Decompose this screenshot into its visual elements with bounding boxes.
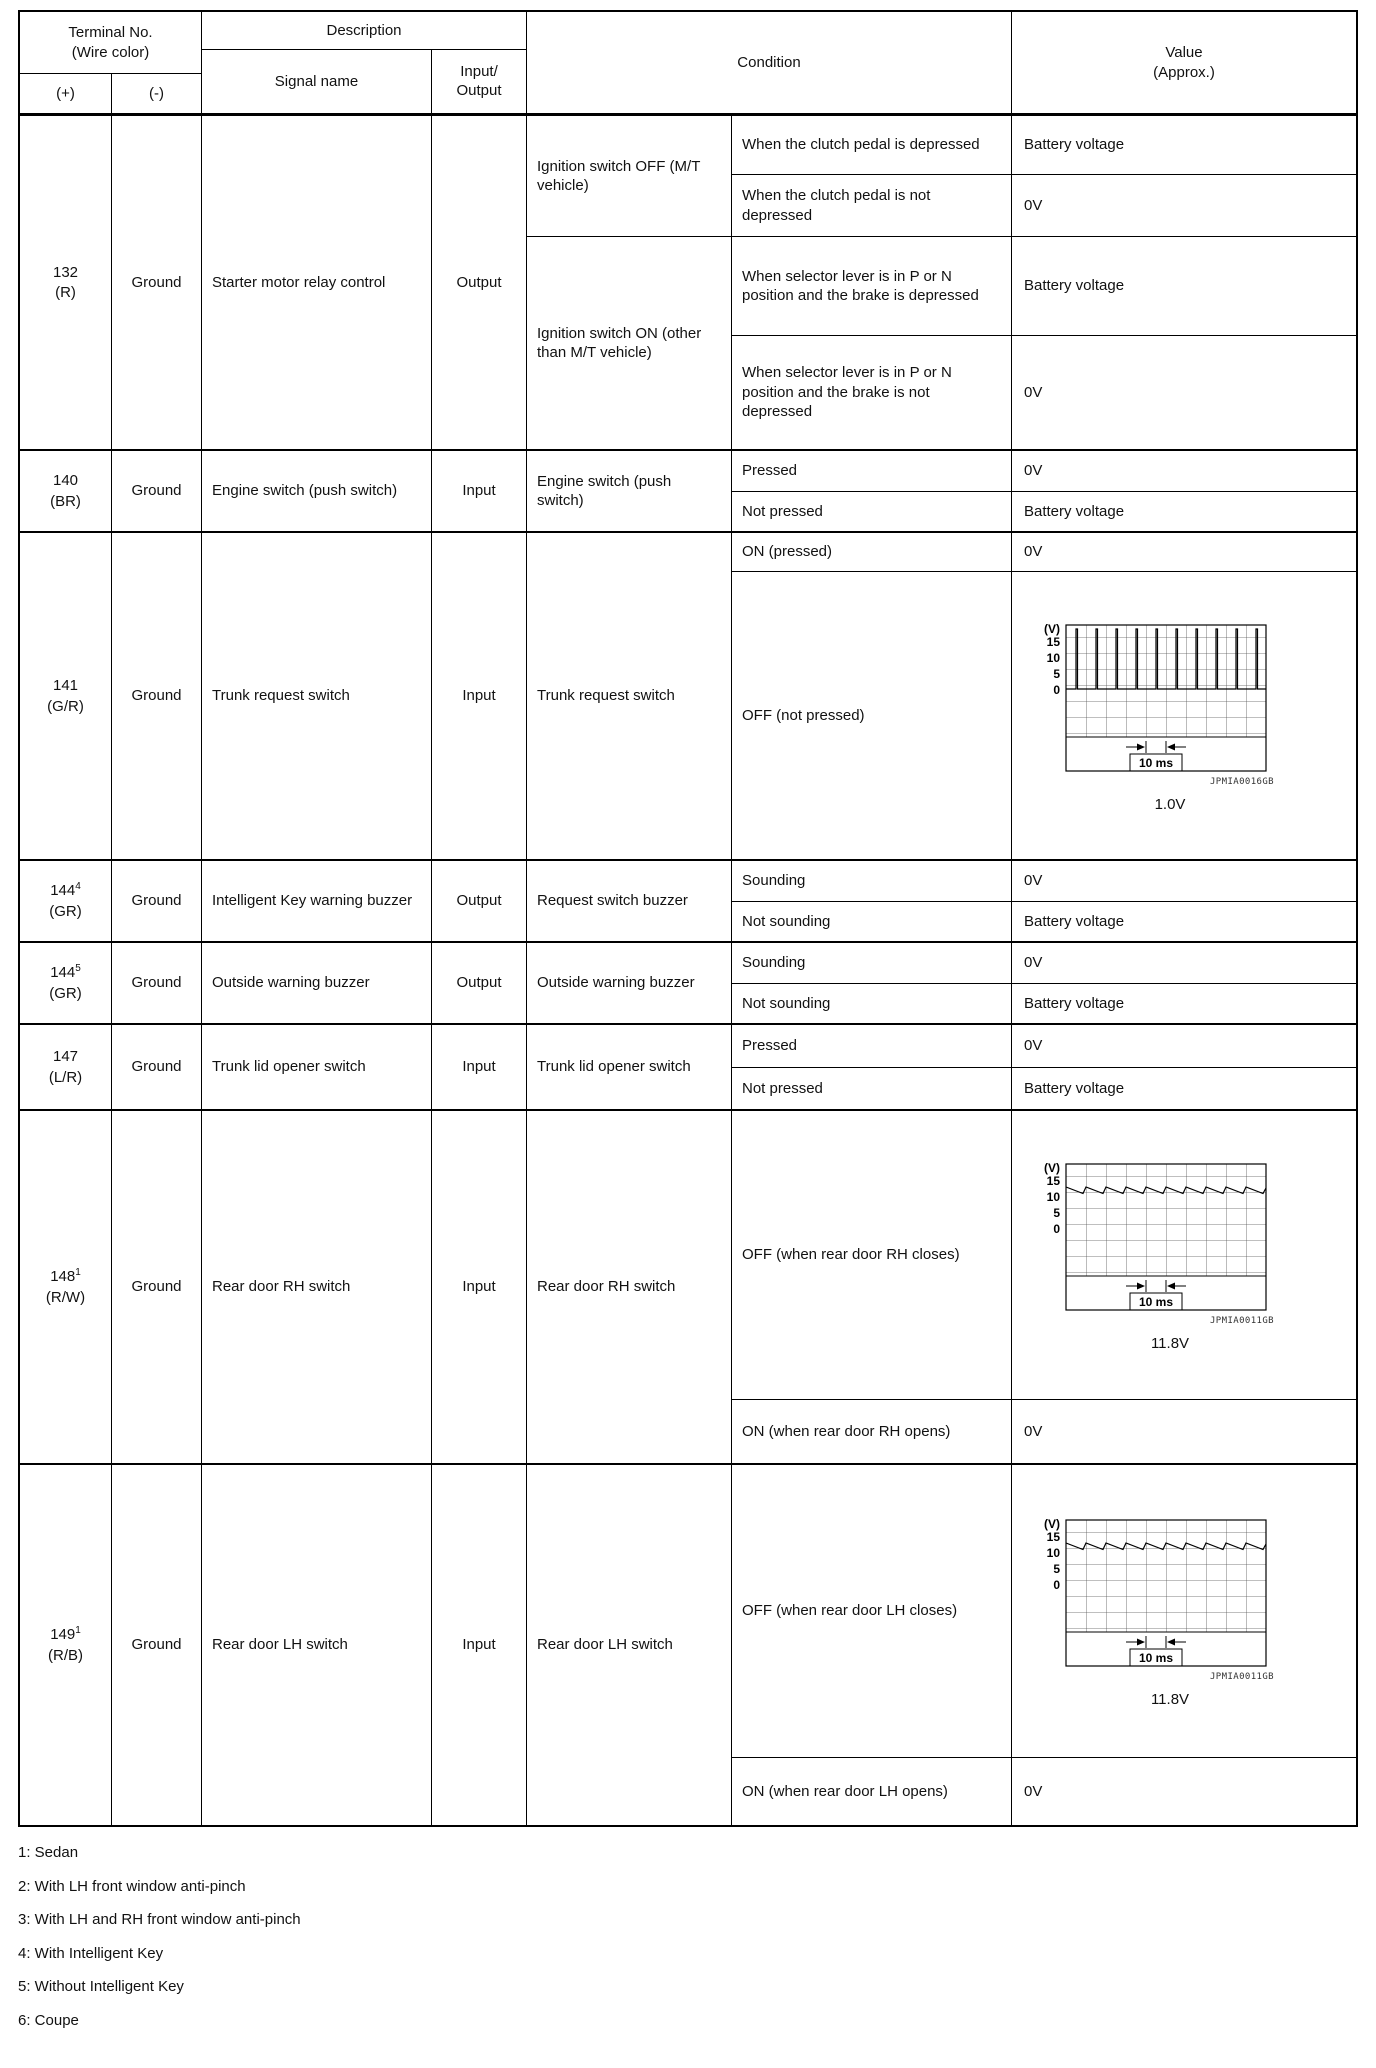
terminal-number: 144 <box>50 882 76 900</box>
oscilloscope-figure <box>1026 1160 1274 1353</box>
arrow-right-icon <box>1137 1639 1145 1646</box>
header-terminal-polarity <box>20 74 201 113</box>
input-output-cell: Input <box>432 1465 527 1825</box>
y-axis-tick: 0 <box>1053 1578 1060 1593</box>
value-cell: 0V <box>1024 872 1043 890</box>
terminal-number: 147 <box>52 1048 79 1066</box>
signal-name-cell: Outside warning buzzer <box>202 943 432 1023</box>
condition-cell: Not pressed <box>732 492 1012 531</box>
wire-color: (L/R) <box>48 1068 83 1086</box>
condition-group-label: Ignition switch OFF (M/T vehicle) <box>527 116 732 236</box>
condition-group <box>527 1465 1356 1825</box>
condition-group <box>527 533 1356 859</box>
condition-cell: Not pressed <box>732 1068 1012 1109</box>
value-cell: 0V <box>1024 462 1043 480</box>
wire-color: (GR) <box>49 984 82 1002</box>
header-condition: Condition <box>527 12 1012 113</box>
y-axis-tick: 5 <box>1053 1562 1060 1577</box>
time-scale-label: 10 ms <box>1138 755 1174 770</box>
header-terminal-line2: (Wire color) <box>71 43 150 61</box>
y-axis-tick: 15 <box>1046 1530 1060 1545</box>
condition-group-label: Rear door RH switch <box>527 1111 732 1463</box>
signal-name-cell: Starter motor relay control <box>202 116 432 449</box>
condition-cell: When the clutch pedal is depressed <box>732 116 1012 174</box>
footnote: 3: With LH and RH front window anti-pinch <box>18 1911 301 1928</box>
wire-color: (BR) <box>50 492 81 510</box>
condition-area <box>527 1465 1356 1825</box>
input-output-cell: Output <box>432 861 527 941</box>
condition-group-label: Trunk request switch <box>527 533 732 859</box>
value-cell: 0V <box>1024 196 1043 214</box>
terminal-cell <box>20 116 112 449</box>
terminal-footnote-sup: 5 <box>75 963 81 975</box>
waveform-chart-sawtooth <box>1026 1516 1274 1670</box>
header-signal-name: Signal name <box>202 50 432 113</box>
header-description: Description <box>202 12 526 50</box>
y-axis-tick: 5 <box>1053 1206 1060 1221</box>
condition-cell: ON (when rear door LH opens) <box>732 1758 1012 1825</box>
waveform-chart-pulse <box>1026 621 1274 775</box>
y-axis-unit: (V) <box>1044 621 1060 636</box>
condition-group <box>527 1025 1356 1109</box>
table-subrow <box>732 237 1356 335</box>
signal-name-cell: Intelligent Key warning buzzer <box>202 861 432 941</box>
figure-caption: 11.8V <box>1150 1691 1190 1709</box>
ground-cell: Ground <box>112 533 202 859</box>
y-axis-unit: (V) <box>1044 1161 1060 1176</box>
condition-cell: Sounding <box>732 861 1012 901</box>
condition-cell: Pressed <box>732 451 1012 491</box>
wire-color: (R) <box>55 284 76 301</box>
arrow-right-icon <box>1137 1283 1145 1290</box>
condition-area <box>527 533 1356 859</box>
condition-cell: Pressed <box>732 1025 1012 1067</box>
terminal-cell <box>20 1111 112 1463</box>
condition-area <box>527 116 1356 449</box>
table-subrow <box>732 983 1356 1023</box>
table-subrow <box>732 1067 1356 1109</box>
condition-group-label: Request switch buzzer <box>527 861 732 941</box>
wire-color: (GR) <box>49 902 82 920</box>
table-subrow <box>732 451 1356 491</box>
terminal-footnote-sup: 1 <box>75 1267 81 1279</box>
oscilloscope-figure <box>1026 1516 1274 1709</box>
header-plus: (+) <box>20 74 112 113</box>
footnote: 4: With Intelligent Key <box>18 1944 164 1962</box>
input-output-cell: Output <box>432 116 527 449</box>
terminal-cell <box>20 861 112 941</box>
terminal-cell <box>20 1465 112 1825</box>
table-header <box>20 12 1356 116</box>
value-cell: Battery voltage <box>1024 136 1125 154</box>
value-cell: 0V <box>1024 1037 1043 1055</box>
terminal-cell <box>20 1025 112 1109</box>
row-147 <box>20 1023 1356 1109</box>
value-cell: 0V <box>1024 543 1043 561</box>
header-terminal-group <box>20 12 202 113</box>
condition-group <box>527 943 1356 1023</box>
header-terminal-title <box>20 12 201 74</box>
figure-code: JPMIA0011GB <box>1209 1316 1274 1327</box>
condition-cell: Not sounding <box>732 902 1012 941</box>
row-149 <box>20 1463 1356 1825</box>
terminal-footnote-sup: 4 <box>75 881 81 893</box>
y-axis-tick: 10 <box>1046 1546 1060 1561</box>
waveform-chart-sawtooth <box>1026 1160 1274 1314</box>
condition-group-label: Engine switch (push switch) <box>527 451 732 531</box>
condition-cell: When the clutch pedal is not depressed <box>732 175 1012 236</box>
arrow-right-icon <box>1137 743 1145 750</box>
value-cell-waveform <box>1012 1465 1356 1757</box>
value-cell: 0V <box>1024 1422 1043 1440</box>
header-description-sub <box>202 50 526 113</box>
value-cell: 0V <box>1024 383 1043 401</box>
condition-group <box>527 861 1356 941</box>
condition-group-label: Outside warning buzzer <box>527 943 732 1023</box>
header-value <box>1012 12 1356 113</box>
condition-cell: ON (when rear door RH opens) <box>732 1400 1012 1463</box>
value-cell: Battery voltage <box>1024 1079 1125 1097</box>
table-subrow <box>732 901 1356 941</box>
y-axis-tick: 15 <box>1046 1174 1060 1189</box>
signal-name-cell: Engine switch (push switch) <box>202 451 432 531</box>
terminal-footnote-sup: 1 <box>75 1625 81 1637</box>
value-cell: Battery voltage <box>1024 912 1125 930</box>
table-subrow <box>732 943 1356 983</box>
input-output-cell: Input <box>432 451 527 531</box>
table-subrow <box>732 116 1356 174</box>
condition-group-label: Ignition switch ON (other than M/T vehicle) <box>527 237 732 449</box>
y-axis-tick: 10 <box>1046 1190 1060 1205</box>
oscilloscope-figure <box>1026 621 1274 814</box>
value-cell-waveform <box>1012 572 1356 859</box>
condition-area <box>527 861 1356 941</box>
terminal-number: 148 <box>50 1268 76 1286</box>
terminal-cell <box>20 943 112 1023</box>
value-cell: Battery voltage <box>1024 502 1125 520</box>
y-axis-tick: 5 <box>1053 666 1060 681</box>
condition-cell: OFF (not pressed) <box>732 572 1012 859</box>
value-cell: Battery voltage <box>1024 994 1125 1012</box>
ground-cell: Ground <box>112 451 202 531</box>
condition-area <box>527 943 1356 1023</box>
table-subrow <box>732 174 1356 236</box>
table-subrow <box>732 335 1356 449</box>
condition-area <box>527 1025 1356 1109</box>
y-axis-tick: 10 <box>1046 650 1060 665</box>
condition-group <box>527 236 1356 449</box>
terminal-number: 144 <box>50 964 76 982</box>
wire-color: (R/B) <box>48 1646 83 1664</box>
condition-area <box>527 1111 1356 1463</box>
condition-cell: OFF (when rear door RH closes) <box>732 1111 1012 1399</box>
header-terminal-line1: Terminal No. <box>68 24 153 41</box>
condition-cell: Sounding <box>732 943 1012 983</box>
header-description-group <box>202 12 527 113</box>
y-axis-tick: 0 <box>1053 682 1060 697</box>
ground-cell: Ground <box>112 1111 202 1463</box>
figure-code: JPMIA0016GB <box>1209 776 1274 787</box>
condition-cell: OFF (when rear door LH closes) <box>732 1465 1012 1757</box>
figure-code: JPMIA0011GB <box>1209 1672 1274 1683</box>
condition-cell: Not sounding <box>732 984 1012 1023</box>
footnote: 1: Sedan <box>18 1844 79 1861</box>
wire-color: (G/R) <box>47 697 84 715</box>
input-output-cell: Output <box>432 943 527 1023</box>
terminal-number: 140 <box>52 472 79 490</box>
footnote: 5: Without Intelligent Key <box>18 1978 184 1995</box>
arrow-left-icon <box>1167 1639 1175 1646</box>
signal-name-cell: Trunk request switch <box>202 533 432 859</box>
value-cell: 0V <box>1024 954 1043 972</box>
figure-caption: 11.8V <box>1150 1335 1190 1353</box>
ground-cell: Ground <box>112 1465 202 1825</box>
footnote: 2: With LH front window anti-pinch <box>18 1877 246 1895</box>
condition-group <box>527 1111 1356 1463</box>
arrow-left-icon <box>1167 1283 1175 1290</box>
terminal-number: 141 <box>52 677 79 695</box>
row-141 <box>20 531 1356 859</box>
table-subrow <box>732 1025 1356 1067</box>
row-132 <box>20 116 1356 449</box>
footnote: 6: Coupe <box>18 2011 79 2029</box>
header-input-output <box>432 50 526 113</box>
input-output-cell: Input <box>432 1025 527 1109</box>
signal-name-cell: Rear door LH switch <box>202 1465 432 1825</box>
header-value-line2: (Approx.) <box>1153 63 1215 81</box>
row-144-5 <box>20 941 1356 1023</box>
terminal-cell <box>20 533 112 859</box>
header-io-line1: Input/ <box>460 62 498 80</box>
header-minus: (-) <box>149 85 164 102</box>
ground-cell: Ground <box>112 1025 202 1109</box>
terminal-value-table <box>18 10 1358 1827</box>
terminal-number: 132 <box>52 263 79 281</box>
header-value-line1: Value <box>1165 44 1203 61</box>
terminal-cell <box>20 451 112 531</box>
condition-cell: ON (pressed) <box>732 533 1012 571</box>
table-subrow <box>732 571 1356 859</box>
table-subrow <box>732 533 1356 571</box>
time-scale-label: 10 ms <box>1138 1295 1174 1310</box>
table-subrow <box>732 1465 1356 1757</box>
ground-cell: Ground <box>112 116 202 449</box>
row-144-4 <box>20 859 1356 941</box>
condition-cell: When selector lever is in P or N position and the brake is not depressed <box>732 336 1012 449</box>
arrow-left-icon <box>1167 743 1175 750</box>
time-scale-label: 10 ms <box>1138 1651 1174 1666</box>
condition-cell: When selector lever is in P or N position and the brake is depressed <box>732 237 1012 335</box>
row-148 <box>20 1109 1356 1463</box>
table-subrow <box>732 861 1356 901</box>
condition-group-label: Trunk lid opener switch <box>527 1025 732 1109</box>
input-output-cell: Input <box>432 1111 527 1463</box>
ground-cell: Ground <box>112 943 202 1023</box>
condition-group <box>527 116 1356 236</box>
footnotes <box>18 1843 1358 2030</box>
value-cell-waveform <box>1012 1111 1356 1399</box>
table-subrow <box>732 1757 1356 1825</box>
header-io-line2: Output <box>456 81 502 99</box>
condition-area <box>527 451 1356 531</box>
signal-name-cell: Rear door RH switch <box>202 1111 432 1463</box>
ground-cell: Ground <box>112 861 202 941</box>
input-output-cell: Input <box>432 533 527 859</box>
terminal-number: 149 <box>50 1626 76 1644</box>
figure-caption: 1.0V <box>1154 795 1186 813</box>
row-140 <box>20 449 1356 531</box>
value-cell: Battery voltage <box>1024 277 1125 295</box>
signal-name-cell: Trunk lid opener switch <box>202 1025 432 1109</box>
condition-group <box>527 451 1356 531</box>
y-axis-unit: (V) <box>1044 1517 1060 1532</box>
table-subrow <box>732 1111 1356 1399</box>
condition-group-label: Rear door LH switch <box>527 1465 732 1825</box>
table-subrow <box>732 491 1356 531</box>
wire-color: (R/W) <box>45 1288 86 1306</box>
table-subrow <box>732 1399 1356 1463</box>
y-axis-tick: 15 <box>1046 634 1060 649</box>
value-cell: 0V <box>1024 1782 1043 1800</box>
y-axis-tick: 0 <box>1053 1222 1060 1237</box>
